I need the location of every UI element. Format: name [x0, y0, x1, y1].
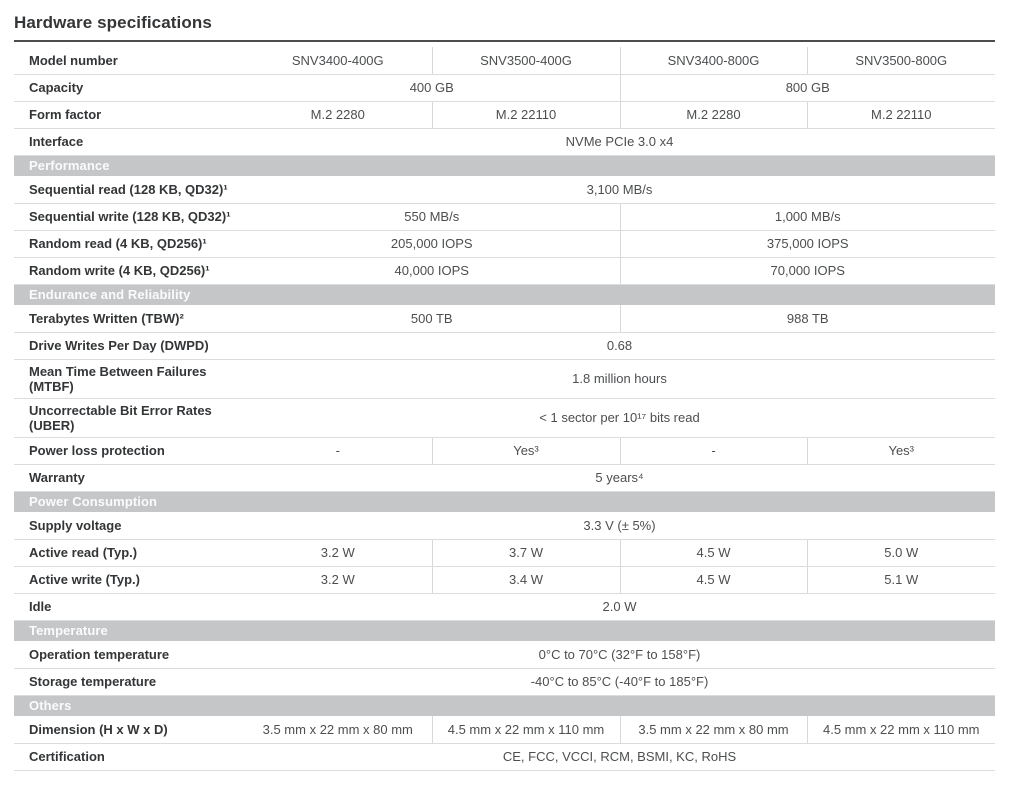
spec-value-cell: 0°C to 70°C (32°F to 158°F) [244, 641, 995, 668]
section-header-row [14, 491, 995, 512]
spec-row [14, 305, 995, 332]
spec-value-cell: 70,000 IOPS [620, 257, 995, 284]
spec-value-cell: 800 GB [620, 74, 995, 101]
spec-row [14, 539, 995, 566]
spec-value-cell: 3.4 W [432, 566, 620, 593]
spec-row [14, 230, 995, 257]
spec-label-cell: Terabytes Written (TBW)² [14, 305, 244, 332]
spec-row [14, 641, 995, 668]
spec-value-cell: -40°C to 85°C (-40°F to 185°F) [244, 668, 995, 695]
spec-value-cell: M.2 22110 [807, 101, 995, 128]
spec-value-cell: 4.5 mm x 22 mm x 110 mm [432, 716, 620, 743]
spec-value-cell: Yes³ [807, 437, 995, 464]
spec-value-cell: 550 MB/s [244, 203, 620, 230]
spec-value-cell: 400 GB [244, 74, 620, 101]
spec-label-cell: Operation temperature [14, 641, 244, 668]
spec-row [14, 716, 995, 743]
spec-row [14, 566, 995, 593]
spec-row [14, 464, 995, 491]
section-header-label: Endurance and Reliability [14, 284, 995, 305]
section-header-row [14, 695, 995, 716]
spec-value-cell: 3.5 mm x 22 mm x 80 mm [620, 716, 807, 743]
spec-label-cell: Capacity [14, 74, 244, 101]
spec-table-body [14, 47, 995, 770]
section-header-label: Power Consumption [14, 491, 995, 512]
spec-value-cell: SNV3400-800G [620, 47, 807, 74]
spec-label-cell: Model number [14, 47, 244, 74]
spec-value-cell: 375,000 IOPS [620, 230, 995, 257]
spec-row [14, 257, 995, 284]
spec-label-cell: Form factor [14, 101, 244, 128]
spec-value-cell: 40,000 IOPS [244, 257, 620, 284]
spec-label-cell: Certification [14, 743, 244, 770]
section-header-label: Performance [14, 155, 995, 176]
spec-value-cell: SNV3500-800G [807, 47, 995, 74]
spec-value-cell: 3.3 V (± 5%) [244, 512, 995, 539]
section-header-label: Others [14, 695, 995, 716]
spec-label-cell: Active read (Typ.) [14, 539, 244, 566]
spec-value-cell: < 1 sector per 10¹⁷ bits read [244, 398, 995, 437]
spec-label-cell: Interface [14, 128, 244, 155]
spec-label-cell: Sequential read (128 KB, QD32)¹ [14, 176, 244, 203]
spec-row [14, 668, 995, 695]
spec-row [14, 743, 995, 770]
spec-label-cell: Dimension (H x W x D) [14, 716, 244, 743]
spec-value-cell: 4.5 W [620, 539, 807, 566]
spec-value-cell: 4.5 W [620, 566, 807, 593]
spec-row [14, 398, 995, 437]
spec-value-cell: SNV3400-400G [244, 47, 432, 74]
spec-row [14, 101, 995, 128]
section-header-row [14, 155, 995, 176]
spec-label-cell: Warranty [14, 464, 244, 491]
spec-row [14, 47, 995, 74]
spec-label-cell: Sequential write (128 KB, QD32)¹ [14, 203, 244, 230]
spec-value-cell: 3.2 W [244, 539, 432, 566]
spec-value-cell: 3.7 W [432, 539, 620, 566]
spec-row [14, 437, 995, 464]
hardware-spec-table [14, 47, 995, 771]
spec-value-cell: CE, FCC, VCCI, RCM, BSMI, KC, RoHS [244, 743, 995, 770]
spec-row [14, 176, 995, 203]
spec-value-cell: 5 years⁴ [244, 464, 995, 491]
spec-label-cell: Random write (4 KB, QD256)¹ [14, 257, 244, 284]
spec-label-cell: Uncorrectable Bit Error Rates (UBER) [14, 398, 244, 437]
spec-value-cell: - [620, 437, 807, 464]
spec-label-cell: Supply voltage [14, 512, 244, 539]
spec-value-cell: 500 TB [244, 305, 620, 332]
spec-value-cell: 1,000 MB/s [620, 203, 995, 230]
spec-value-cell: 205,000 IOPS [244, 230, 620, 257]
spec-label-cell: Mean Time Between Failures (MTBF) [14, 359, 244, 398]
spec-label-cell: Power loss protection [14, 437, 244, 464]
spec-row [14, 512, 995, 539]
page-title: Hardware specifications [14, 8, 995, 42]
spec-value-cell: 3.2 W [244, 566, 432, 593]
spec-value-cell: 1.8 million hours [244, 359, 995, 398]
spec-row [14, 128, 995, 155]
spec-row [14, 359, 995, 398]
spec-label-cell: Active write (Typ.) [14, 566, 244, 593]
spec-value-cell: M.2 2280 [244, 101, 432, 128]
spec-label-cell: Random read (4 KB, QD256)¹ [14, 230, 244, 257]
spec-row [14, 593, 995, 620]
section-header-label: Temperature [14, 620, 995, 641]
spec-value-cell: SNV3500-400G [432, 47, 620, 74]
spec-row [14, 332, 995, 359]
spec-value-cell: 5.0 W [807, 539, 995, 566]
spec-value-cell: M.2 2280 [620, 101, 807, 128]
spec-row [14, 74, 995, 101]
spec-value-cell: 2.0 W [244, 593, 995, 620]
spec-label-cell: Drive Writes Per Day (DWPD) [14, 332, 244, 359]
spec-value-cell: 5.1 W [807, 566, 995, 593]
spec-value-cell: Yes³ [432, 437, 620, 464]
section-header-row [14, 284, 995, 305]
section-header-row [14, 620, 995, 641]
spec-value-cell: NVMe PCIe 3.0 x4 [244, 128, 995, 155]
spec-row [14, 203, 995, 230]
spec-value-cell: 3,100 MB/s [244, 176, 995, 203]
spec-label-cell: Idle [14, 593, 244, 620]
spec-value-cell: 988 TB [620, 305, 995, 332]
spec-value-cell: 4.5 mm x 22 mm x 110 mm [807, 716, 995, 743]
spec-value-cell: - [244, 437, 432, 464]
spec-value-cell: 0.68 [244, 332, 995, 359]
spec-value-cell: 3.5 mm x 22 mm x 80 mm [244, 716, 432, 743]
spec-value-cell: M.2 22110 [432, 101, 620, 128]
spec-label-cell: Storage temperature [14, 668, 244, 695]
